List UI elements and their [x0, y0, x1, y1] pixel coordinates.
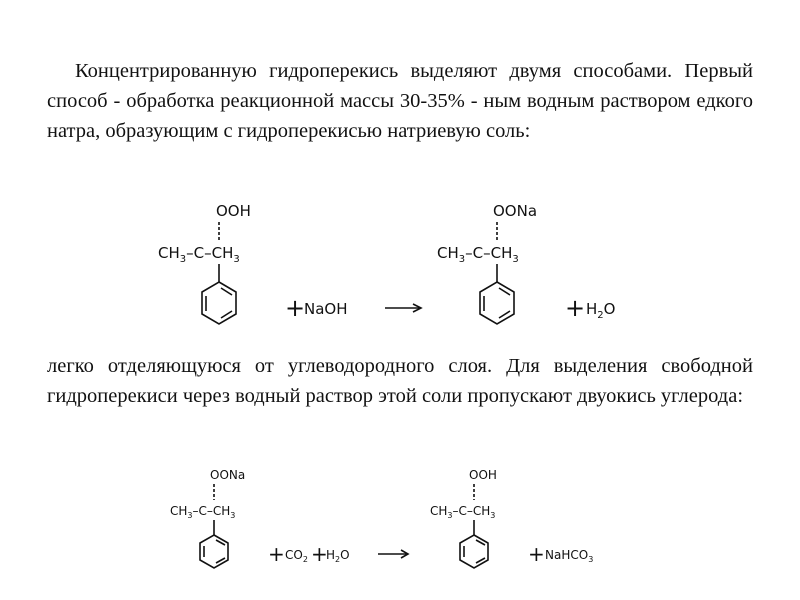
reagent-water: $H_2O$ [326, 548, 350, 564]
sodium-peroxide-group-label: OONa [210, 468, 246, 482]
plus-sign: + [285, 294, 306, 322]
reactant-2-chain: $CH_3-C-CH_3$ [170, 504, 236, 520]
reagent-naoh: NaOH [304, 300, 348, 318]
product-2-structure [430, 468, 497, 568]
reactant-1-structure [158, 202, 251, 324]
reagent-co2: $CO_2$ [285, 548, 308, 564]
plus-sign: + [268, 542, 285, 566]
reactant-1-chain: $CH_3-C-CH_3$ [158, 244, 240, 265]
paragraph-intro: Концентрированную гидроперекись выделяют двумя способами. Первый способ - обработка реакционной массы 30-35% - ным водным раствором едкого натра, образующим с гидроперекисью натриевую соль: [47, 60, 753, 142]
paragraph-continuation: легко отделяющуюся от углеводородного слоя. Для выделения свободной гидроперекиси через водный раствор этой соли пропускают двуокись углерода: [47, 355, 753, 407]
reaction-arrow-2 [378, 550, 408, 558]
plus-sign: + [311, 542, 328, 566]
sodium-peroxide-group-label: OONa [493, 202, 538, 220]
plus-sign: + [528, 542, 545, 566]
hydroperoxide-group-label: OOH [469, 468, 497, 482]
plus-sign: + [565, 294, 586, 322]
product-2-chain: $CH_3-C-CH_3$ [430, 504, 496, 520]
hydroperoxide-group-label: OOH [216, 202, 251, 220]
product-1-structure [437, 202, 537, 324]
reactant-2-structure [170, 468, 245, 568]
product-1-chain: $CH_3-C-CH_3$ [437, 244, 519, 265]
byproduct-water: $H_2O$ [586, 300, 616, 321]
reaction-arrow-1 [385, 304, 421, 312]
byproduct-sodium-bicarbonate: NaHCO$_3$ [545, 548, 594, 564]
